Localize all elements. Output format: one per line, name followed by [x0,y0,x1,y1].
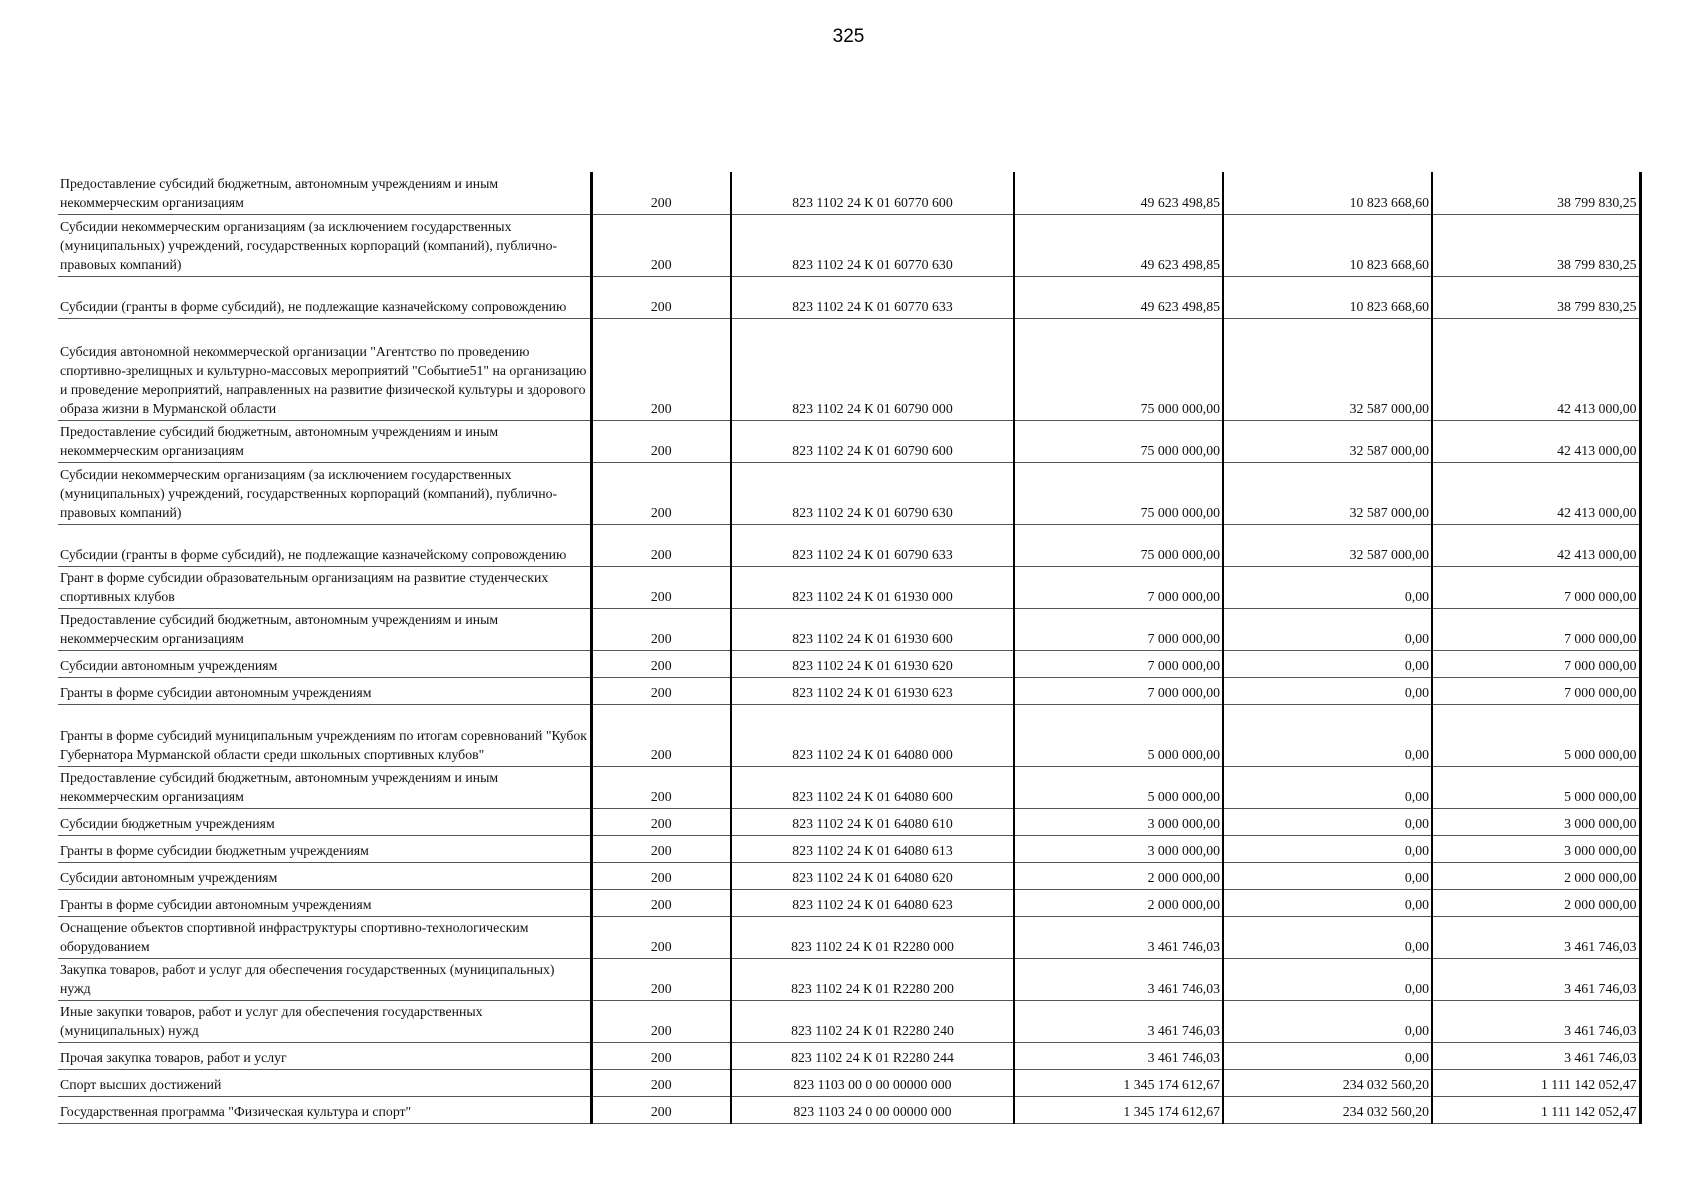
row-budget-code-cell: 823 1102 24 К 01 61930 600 [731,608,1014,650]
row-name-cell: Государственная программа "Физическая культура и спорт" [58,1096,591,1123]
row-line-code-cell: 200 [591,566,731,608]
row-budget-code-cell: 823 1102 24 К 01 60790 000 [731,318,1014,420]
row-name-cell: Субсидии бюджетным учреждениям [58,808,591,835]
row-executed-cell: 32 587 000,00 [1223,420,1432,462]
row-name-cell: Предоставление субсидий бюджетным, автономным учреждениям и иным некоммерческим организациям [58,608,591,650]
row-name-cell: Гранты в форме субсидии автономным учреждениям [58,889,591,916]
row-approved-cell: 75 000 000,00 [1014,462,1223,524]
row-approved-cell: 5 000 000,00 [1014,766,1223,808]
row-approved-cell: 75 000 000,00 [1014,524,1223,566]
row-line-code-cell: 200 [591,704,731,766]
row-budget-code-cell: 823 1102 24 К 01 61930 620 [731,650,1014,677]
row-budget-code-cell: 823 1102 24 К 01 R2280 244 [731,1042,1014,1069]
row-budget-code-cell: 823 1102 24 К 01 60790 630 [731,462,1014,524]
row-line-code-cell: 200 [591,916,731,958]
row-unexecuted-cell: 38 799 830,25 [1432,214,1640,276]
row-unexecuted-cell: 42 413 000,00 [1432,462,1640,524]
row-unexecuted-cell: 7 000 000,00 [1432,677,1640,704]
row-line-code-cell: 200 [591,276,731,318]
row-approved-cell: 75 000 000,00 [1014,318,1223,420]
row-executed-cell: 10 823 668,60 [1223,172,1432,214]
row-name-cell: Субсидия автономной некоммерческой организации "Агентство по проведению спортивно-зрелищных и культурно-массовых мероприятий "Событие51" на организацию и проведение мероприятий, направленных на развитие физической культуры и здорового образа жизни в Мурманской области [58,318,591,420]
row-name-cell: Оснащение объектов спортивной инфраструктуры спортивно-технологическим оборудованием [58,916,591,958]
row-approved-cell: 49 623 498,85 [1014,172,1223,214]
row-approved-cell: 1 345 174 612,67 [1014,1096,1223,1123]
row-unexecuted-cell: 7 000 000,00 [1432,608,1640,650]
table-row [58,808,1640,835]
row-line-code-cell: 200 [591,862,731,889]
row-approved-cell: 3 000 000,00 [1014,835,1223,862]
row-unexecuted-cell: 42 413 000,00 [1432,524,1640,566]
row-name-cell: Субсидии автономным учреждениям [58,862,591,889]
row-unexecuted-cell: 3 461 746,03 [1432,958,1640,1000]
row-budget-code-cell: 823 1102 24 К 01 61930 000 [731,566,1014,608]
row-executed-cell: 0,00 [1223,889,1432,916]
row-approved-cell: 7 000 000,00 [1014,677,1223,704]
row-budget-code-cell: 823 1102 24 К 01 64080 623 [731,889,1014,916]
row-budget-code-cell: 823 1102 24 К 01 60790 600 [731,420,1014,462]
row-name-cell: Предоставление субсидий бюджетным, автономным учреждениям и иным некоммерческим организациям [58,172,591,214]
row-line-code-cell: 200 [591,462,731,524]
row-line-code-cell: 200 [591,1042,731,1069]
row-budget-code-cell: 823 1102 24 К 01 60770 600 [731,172,1014,214]
row-executed-cell: 0,00 [1223,704,1432,766]
row-budget-code-cell: 823 1102 24 К 01 R2280 240 [731,1000,1014,1042]
table-row [58,608,1640,650]
row-name-cell: Спорт высших достижений [58,1069,591,1096]
row-name-cell: Гранты в форме субсидий муниципальным учреждениям по итогам соревнований "Кубок Губернатора Мурманской области среди школьных спортивных клубов" [58,704,591,766]
row-line-code-cell: 200 [591,650,731,677]
row-executed-cell: 0,00 [1223,677,1432,704]
row-unexecuted-cell: 1 111 142 052,47 [1432,1096,1640,1123]
row-line-code-cell: 200 [591,766,731,808]
row-executed-cell: 32 587 000,00 [1223,318,1432,420]
row-executed-cell: 0,00 [1223,766,1432,808]
row-executed-cell: 0,00 [1223,1042,1432,1069]
row-budget-code-cell: 823 1102 24 К 01 60770 633 [731,276,1014,318]
row-unexecuted-cell: 3 000 000,00 [1432,808,1640,835]
row-approved-cell: 3 461 746,03 [1014,958,1223,1000]
row-executed-cell: 10 823 668,60 [1223,276,1432,318]
table-row [58,862,1640,889]
row-budget-code-cell: 823 1102 24 К 01 R2280 000 [731,916,1014,958]
row-line-code-cell: 200 [591,524,731,566]
row-executed-cell: 0,00 [1223,650,1432,677]
row-executed-cell: 0,00 [1223,1000,1432,1042]
table-row [58,276,1640,318]
row-name-cell: Гранты в форме субсидии автономным учреждениям [58,677,591,704]
table-row [58,462,1640,524]
table-row [58,766,1640,808]
row-line-code-cell: 200 [591,677,731,704]
table-row [58,566,1640,608]
row-line-code-cell: 200 [591,420,731,462]
row-name-cell: Прочая закупка товаров, работ и услуг [58,1042,591,1069]
row-executed-cell: 0,00 [1223,916,1432,958]
row-unexecuted-cell: 1 111 142 052,47 [1432,1069,1640,1096]
table-row [58,1000,1640,1042]
row-name-cell: Гранты в форме субсидии бюджетным учреждениям [58,835,591,862]
table-row [58,1069,1640,1096]
row-line-code-cell: 200 [591,608,731,650]
row-line-code-cell: 200 [591,889,731,916]
row-line-code-cell: 200 [591,214,731,276]
table-row [58,650,1640,677]
row-name-cell: Закупка товаров, работ и услуг для обеспечения государственных (муниципальных) нужд [58,958,591,1000]
row-name-cell: Субсидии (гранты в форме субсидий), не подлежащие казначейскому сопровождению [58,524,591,566]
table-row [58,916,1640,958]
row-budget-code-cell: 823 1102 24 К 01 R2280 200 [731,958,1014,1000]
row-budget-code-cell: 823 1102 24 К 01 64080 000 [731,704,1014,766]
row-budget-code-cell: 823 1103 00 0 00 00000 000 [731,1069,1014,1096]
row-line-code-cell: 200 [591,958,731,1000]
row-budget-code-cell: 823 1102 24 К 01 60770 630 [731,214,1014,276]
row-budget-code-cell: 823 1102 24 К 01 64080 610 [731,808,1014,835]
row-unexecuted-cell: 7 000 000,00 [1432,650,1640,677]
row-approved-cell: 3 461 746,03 [1014,1000,1223,1042]
row-unexecuted-cell: 7 000 000,00 [1432,566,1640,608]
row-name-cell: Грант в форме субсидии образовательным организациям на развитие студенческих спортивных клубов [58,566,591,608]
row-approved-cell: 2 000 000,00 [1014,862,1223,889]
row-unexecuted-cell: 2 000 000,00 [1432,862,1640,889]
row-unexecuted-cell: 3 000 000,00 [1432,835,1640,862]
row-approved-cell: 7 000 000,00 [1014,650,1223,677]
row-line-code-cell: 200 [591,1096,731,1123]
row-approved-cell: 3 000 000,00 [1014,808,1223,835]
table-row [58,420,1640,462]
row-name-cell: Субсидии некоммерческим организациям (за исключением государственных (муниципальных) учреждений, государственных корпораций (компаний), публично-правовых компаний) [58,462,591,524]
row-approved-cell: 5 000 000,00 [1014,704,1223,766]
row-unexecuted-cell: 38 799 830,25 [1432,276,1640,318]
table-row [58,704,1640,766]
row-budget-code-cell: 823 1102 24 К 01 64080 620 [731,862,1014,889]
row-executed-cell: 234 032 560,20 [1223,1096,1432,1123]
row-executed-cell: 0,00 [1223,835,1432,862]
row-executed-cell: 0,00 [1223,958,1432,1000]
row-unexecuted-cell: 3 461 746,03 [1432,1042,1640,1069]
row-name-cell: Предоставление субсидий бюджетным, автономным учреждениям и иным некоммерческим организациям [58,420,591,462]
row-budget-code-cell: 823 1102 24 К 01 64080 600 [731,766,1014,808]
row-approved-cell: 3 461 746,03 [1014,916,1223,958]
row-executed-cell: 0,00 [1223,608,1432,650]
table-row [58,1096,1640,1123]
row-name-cell: Иные закупки товаров, работ и услуг для обеспечения государственных (муниципальных) нужд [58,1000,591,1042]
row-budget-code-cell: 823 1102 24 К 01 60790 633 [731,524,1014,566]
row-approved-cell: 75 000 000,00 [1014,420,1223,462]
row-name-cell: Предоставление субсидий бюджетным, автономным учреждениям и иным некоммерческим организациям [58,766,591,808]
row-approved-cell: 7 000 000,00 [1014,608,1223,650]
row-unexecuted-cell: 3 461 746,03 [1432,916,1640,958]
row-unexecuted-cell: 5 000 000,00 [1432,704,1640,766]
row-unexecuted-cell: 2 000 000,00 [1432,889,1640,916]
row-line-code-cell: 200 [591,1069,731,1096]
row-approved-cell: 3 461 746,03 [1014,1042,1223,1069]
row-executed-cell: 10 823 668,60 [1223,214,1432,276]
row-executed-cell: 32 587 000,00 [1223,524,1432,566]
row-line-code-cell: 200 [591,172,731,214]
table-row [58,524,1640,566]
row-name-cell: Субсидии автономным учреждениям [58,650,591,677]
table-row [58,677,1640,704]
row-name-cell: Субсидии (гранты в форме субсидий), не подлежащие казначейскому сопровождению [58,276,591,318]
row-unexecuted-cell: 5 000 000,00 [1432,766,1640,808]
table-row [58,1042,1640,1069]
table-row [58,318,1640,420]
row-unexecuted-cell: 38 799 830,25 [1432,172,1640,214]
row-line-code-cell: 200 [591,808,731,835]
row-unexecuted-cell: 3 461 746,03 [1432,1000,1640,1042]
table-row [58,835,1640,862]
row-budget-code-cell: 823 1102 24 К 01 64080 613 [731,835,1014,862]
row-executed-cell: 0,00 [1223,566,1432,608]
row-executed-cell: 32 587 000,00 [1223,462,1432,524]
row-approved-cell: 7 000 000,00 [1014,566,1223,608]
row-budget-code-cell: 823 1103 24 0 00 00000 000 [731,1096,1014,1123]
row-approved-cell: 49 623 498,85 [1014,214,1223,276]
table-row [58,958,1640,1000]
row-approved-cell: 1 345 174 612,67 [1014,1069,1223,1096]
row-executed-cell: 0,00 [1223,862,1432,889]
row-budget-code-cell: 823 1102 24 К 01 61930 623 [731,677,1014,704]
row-executed-cell: 0,00 [1223,808,1432,835]
row-line-code-cell: 200 [591,318,731,420]
row-approved-cell: 49 623 498,85 [1014,276,1223,318]
row-unexecuted-cell: 42 413 000,00 [1432,420,1640,462]
row-line-code-cell: 200 [591,835,731,862]
row-unexecuted-cell: 42 413 000,00 [1432,318,1640,420]
table-row [58,214,1640,276]
row-approved-cell: 2 000 000,00 [1014,889,1223,916]
row-name-cell: Субсидии некоммерческим организациям (за исключением государственных (муниципальных) учреждений, государственных корпораций (компаний), публично-правовых компаний) [58,214,591,276]
page-number: 325 [832,26,865,47]
row-executed-cell: 234 032 560,20 [1223,1069,1432,1096]
budget-execution-table [58,172,1642,1124]
table-row [58,889,1640,916]
row-line-code-cell: 200 [591,1000,731,1042]
table-row [58,172,1640,214]
